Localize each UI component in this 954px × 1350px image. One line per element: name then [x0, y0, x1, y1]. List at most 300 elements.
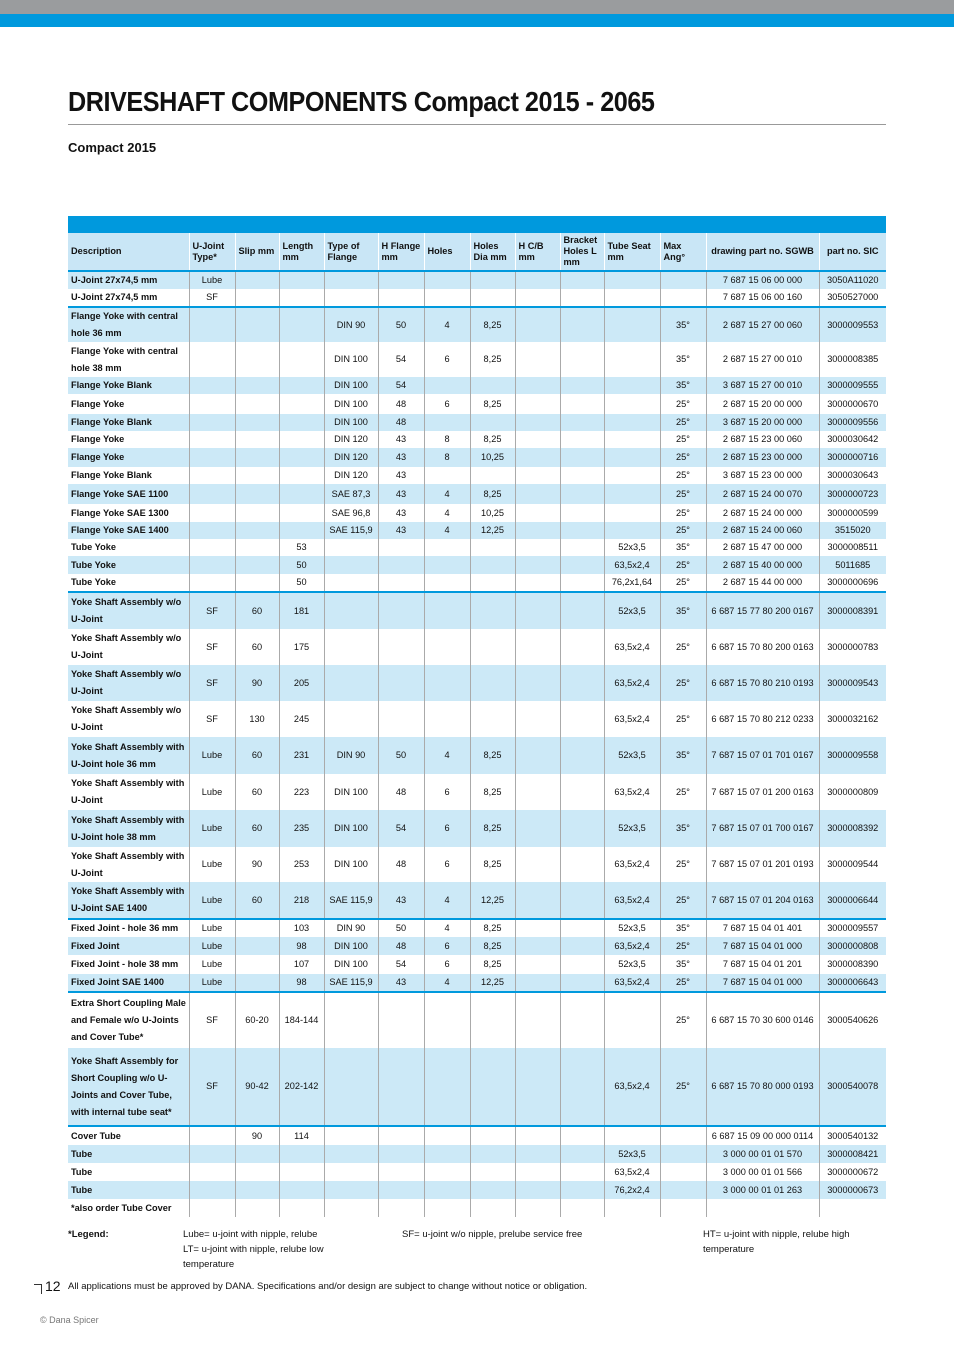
cell-ujoint-type: Lube [189, 271, 235, 289]
table-row [68, 448, 886, 467]
cell-slip: 90 [235, 847, 279, 882]
cell-max-ang: 25° [660, 394, 706, 414]
header-ujoint-type: U-Joint Type* [189, 233, 235, 271]
cell-length [279, 394, 324, 414]
cell-slip [235, 1181, 279, 1199]
cell-ujoint-type [189, 448, 235, 467]
cell-hcb [515, 882, 560, 919]
cell-length [279, 289, 324, 307]
cell-flange-type [324, 539, 378, 556]
cell-max-ang: 25° [660, 629, 706, 665]
cell-part-sic: 3000009553 [819, 307, 886, 342]
cell-holes: 6 [424, 847, 470, 882]
cell-hcb [515, 307, 560, 342]
cell-slip [235, 522, 279, 539]
cell-hcb [515, 1126, 560, 1145]
cell-slip [235, 307, 279, 342]
header-holes-dia: Holes Dia mm [470, 233, 515, 271]
cell-holes: 4 [424, 919, 470, 937]
cell-holes [424, 1048, 470, 1126]
cell-ujoint-type [189, 414, 235, 431]
cell-max-ang: 25° [660, 665, 706, 701]
cell-tube-seat [604, 467, 660, 484]
cell-tube-seat [604, 289, 660, 307]
cell-holes [424, 992, 470, 1048]
cell-hcb [515, 737, 560, 774]
cell-h-flange: 43 [378, 467, 424, 484]
cell-max-ang [660, 289, 706, 307]
table-row [68, 974, 886, 992]
cell-hcb [515, 394, 560, 414]
cell-holes [424, 592, 470, 629]
cell-drawing-part: 6 687 15 70 30 600 0146 [706, 992, 819, 1048]
table-row [68, 574, 886, 592]
table-row [68, 431, 886, 448]
cell-holes-dia: 12,25 [470, 974, 515, 992]
cell-hcb [515, 1199, 560, 1217]
cell-flange-type: DIN 100 [324, 394, 378, 414]
cell-h-flange [378, 1163, 424, 1181]
cell-ujoint-type [189, 431, 235, 448]
cell-description: Tube [71, 1166, 93, 1177]
cell-flange-type: DIN 120 [324, 467, 378, 484]
cell-slip [235, 955, 279, 974]
cell-drawing-part: 7 687 15 04 01 201 [706, 955, 819, 974]
cell-holes [424, 1181, 470, 1199]
cell-holes-dia: 8,25 [470, 847, 515, 882]
cell-ujoint-type [189, 394, 235, 414]
cell-h-flange [378, 665, 424, 701]
cell-max-ang [660, 1126, 706, 1145]
cell-hcb [515, 1181, 560, 1199]
cell-slip: 130 [235, 701, 279, 737]
cell-bracket-holes [560, 774, 604, 810]
cell-h-flange [378, 1145, 424, 1163]
table-header-row [68, 233, 886, 271]
cell-holes: 6 [424, 937, 470, 955]
cell-tube-seat: 52x3,5 [604, 810, 660, 847]
cell-drawing-part: 6 687 15 70 80 200 0163 [706, 629, 819, 665]
cell-holes-dia [470, 574, 515, 592]
cell-bracket-holes [560, 1199, 604, 1217]
cell-drawing-part: 7 687 15 07 01 701 0167 [706, 737, 819, 774]
cell-ujoint-type: Lube [189, 882, 235, 919]
cell-holes-dia [470, 992, 515, 1048]
cell-h-flange: 48 [378, 774, 424, 810]
cell-flange-type: DIN 100 [324, 810, 378, 847]
cell-hcb [515, 665, 560, 701]
cell-slip [235, 974, 279, 992]
cell-bracket-holes [560, 919, 604, 937]
cell-part-sic: 3000000716 [819, 448, 886, 467]
cell-part-sic: 3000000673 [819, 1181, 886, 1199]
cell-drawing-part: 3 687 15 27 00 010 [706, 377, 819, 394]
cell-description: Flange Yoke Blank [68, 377, 189, 394]
cell-hcb [515, 919, 560, 937]
cell-slip: 60 [235, 629, 279, 665]
cell-tube-seat [604, 431, 660, 448]
cell-tube-seat: 52x3,5 [604, 919, 660, 937]
cell-hcb [515, 1048, 560, 1126]
cell-slip [235, 919, 279, 937]
cell-holes-dia [470, 1145, 515, 1163]
cell-holes: 6 [424, 394, 470, 414]
cell-h-flange: 50 [378, 919, 424, 937]
disclaimer-text: All applications must be approved by DANA. Specifications and/or design are subject to change without notice or obligation. [68, 1281, 588, 1292]
cell-bracket-holes [560, 448, 604, 467]
cell-drawing-part: 3 000 00 01 01 570 [706, 1145, 819, 1163]
cell-ujoint-type [189, 1199, 235, 1217]
cell-tube-seat: 52x3,5 [604, 1145, 660, 1163]
cell-hcb [515, 574, 560, 592]
cell-length: 50 [279, 574, 324, 592]
cell-flange-type [324, 629, 378, 665]
cell-part-sic: 3000000672 [819, 1163, 886, 1181]
cell-ujoint-type [189, 467, 235, 484]
cell-hcb [515, 774, 560, 810]
cell-hcb [515, 539, 560, 556]
cell-tube-seat: 52x3,5 [604, 539, 660, 556]
cell-length: 184-144 [279, 992, 324, 1048]
cell-flange-type: DIN 100 [324, 774, 378, 810]
table-row [68, 992, 886, 1048]
cell-description: Yoke Shaft Assembly with U-Joint SAE 1400 [68, 882, 189, 919]
cell-tube-seat: 52x3,5 [604, 737, 660, 774]
cell-slip [235, 414, 279, 431]
cell-holes [424, 1163, 470, 1181]
cell-ujoint-type [189, 307, 235, 342]
cell-flange-type: DIN 100 [324, 955, 378, 974]
cell-slip [235, 1199, 279, 1217]
cell-part-sic: 3050A11020 [819, 271, 886, 289]
cell-drawing-part: 2 687 15 23 00 000 [706, 448, 819, 467]
cell-length: 50 [279, 556, 324, 574]
cell-flange-type [324, 1048, 378, 1126]
cell-holes: 4 [424, 484, 470, 504]
cell-holes [424, 574, 470, 592]
cell-bracket-holes [560, 701, 604, 737]
cell-bracket-holes [560, 810, 604, 847]
cell-drawing-part: 2 687 15 24 00 070 [706, 484, 819, 504]
cell-holes-dia: 10,25 [470, 504, 515, 522]
cell-h-flange: 43 [378, 882, 424, 919]
cell-ujoint-type: Lube [189, 847, 235, 882]
cell-length [279, 484, 324, 504]
cell-holes-dia [470, 377, 515, 394]
cell-h-flange: 48 [378, 394, 424, 414]
cell-max-ang: 25° [660, 992, 706, 1048]
cell-holes-dia [470, 271, 515, 289]
cell-ujoint-type [189, 522, 235, 539]
cell-ujoint-type: Lube [189, 937, 235, 955]
cell-hcb [515, 504, 560, 522]
cell-h-flange [378, 592, 424, 629]
cell-hcb [515, 377, 560, 394]
cell-ujoint-type [189, 342, 235, 377]
cell-drawing-part: 2 687 15 24 00 060 [706, 522, 819, 539]
cell-bracket-holes [560, 665, 604, 701]
cell-bracket-holes [560, 467, 604, 484]
header-holes: Holes [424, 233, 470, 271]
table-row [68, 289, 886, 307]
cell-ujoint-type: Lube [189, 955, 235, 974]
cell-length [279, 1145, 324, 1163]
cell-slip [235, 467, 279, 484]
cell-description: Yoke Shaft Assembly w/o U-Joint [68, 665, 189, 701]
table-row [68, 810, 886, 847]
header-flange-type: Type of Flange [324, 233, 378, 271]
cell-ujoint-type [189, 377, 235, 394]
cell-description: Fixed Joint [68, 937, 189, 955]
cell-part-sic: 3000032162 [819, 701, 886, 737]
cell-slip [235, 1163, 279, 1181]
cell-slip [235, 289, 279, 307]
cell-max-ang: 25° [660, 574, 706, 592]
cell-description: U-Joint 27x74,5 mm [71, 292, 158, 302]
cell-bracket-holes [560, 1145, 604, 1163]
cell-length: 98 [279, 937, 324, 955]
title-divider [68, 124, 886, 125]
cell-holes-dia [470, 1048, 515, 1126]
cell-holes-dia: 12,25 [470, 522, 515, 539]
cell-h-flange [378, 556, 424, 574]
legend-lt: LT= u-joint with nipple, relube low temperature [183, 1244, 324, 1270]
cell-length: 223 [279, 774, 324, 810]
cell-bracket-holes [560, 574, 604, 592]
cell-ujoint-type [189, 1126, 235, 1145]
cell-slip [235, 342, 279, 377]
cell-holes [424, 467, 470, 484]
cell-drawing-part [706, 1199, 819, 1217]
cell-length: 235 [279, 810, 324, 847]
copyright-text: © Dana Spicer [40, 1315, 99, 1325]
legend-ht: HT= u-joint with nipple, relube high temperature [703, 1229, 850, 1255]
cell-slip: 60 [235, 737, 279, 774]
cell-h-flange [378, 289, 424, 307]
cell-description: Flange Yoke [71, 398, 125, 409]
cell-length [279, 377, 324, 394]
cell-h-flange: 48 [378, 847, 424, 882]
cell-description: Yoke Shaft Assembly w/o U-Joint [71, 705, 182, 732]
cell-part-sic: 3515020 [819, 522, 886, 539]
cell-h-flange: 48 [378, 414, 424, 431]
cell-drawing-part: 3 000 00 01 01 566 [706, 1163, 819, 1181]
header-hcb: H C/B mm [515, 233, 560, 271]
cell-description: Flange Yoke [68, 448, 189, 467]
cell-max-ang [660, 1145, 706, 1163]
cell-description: Yoke Shaft Assembly with U-Joint [71, 850, 185, 878]
cell-drawing-part: 2 687 15 27 00 010 [706, 342, 819, 377]
cell-length: 181 [279, 592, 324, 629]
cell-length: 253 [279, 847, 324, 882]
cell-tube-seat [604, 522, 660, 539]
cell-length: 175 [279, 629, 324, 665]
cell-tube-seat [604, 484, 660, 504]
cell-part-sic: 3000008392 [819, 810, 886, 847]
cell-holes [424, 556, 470, 574]
cell-tube-seat: 63,5x2,4 [604, 665, 660, 701]
cell-tube-seat: 63,5x2,4 [604, 1048, 660, 1126]
cell-ujoint-type [189, 484, 235, 504]
cell-h-flange: 48 [378, 937, 424, 955]
cell-h-flange [378, 1199, 424, 1217]
cell-hcb [515, 1145, 560, 1163]
table-row [68, 847, 886, 882]
cell-h-flange [378, 1048, 424, 1126]
cell-max-ang [660, 1199, 706, 1217]
cell-ujoint-type: SF [189, 289, 235, 307]
cell-flange-type: DIN 120 [324, 448, 378, 467]
table-row [68, 307, 886, 342]
top-blue-band [0, 14, 954, 27]
header-h-flange: H Flange mm [378, 233, 424, 271]
cell-description: Yoke Shaft Assembly w/o U-Joint [68, 592, 189, 629]
table-row [68, 919, 886, 937]
cell-holes-dia: 8,25 [470, 484, 515, 504]
cell-hcb [515, 522, 560, 539]
cell-description: Tube [68, 1145, 189, 1163]
section-subtitle: Compact 2015 [68, 140, 157, 155]
cell-hcb [515, 431, 560, 448]
table-row [68, 1145, 886, 1163]
cell-holes-dia: 8,25 [470, 955, 515, 974]
cell-tube-seat [604, 448, 660, 467]
cell-hcb [515, 1163, 560, 1181]
cell-ujoint-type [189, 1145, 235, 1163]
cell-hcb [515, 629, 560, 665]
cell-bracket-holes [560, 271, 604, 289]
cell-holes: 4 [424, 737, 470, 774]
cell-part-sic: 3000000809 [819, 774, 886, 810]
cell-drawing-part: 3 687 15 23 00 000 [706, 467, 819, 484]
table-row [68, 1181, 886, 1199]
cell-slip [235, 431, 279, 448]
cell-max-ang [660, 1181, 706, 1199]
cell-description: Tube Yoke [71, 542, 116, 552]
cell-ujoint-type: Lube [189, 737, 235, 774]
cell-holes-dia: 10,25 [470, 448, 515, 467]
cell-tube-seat: 52x3,5 [604, 592, 660, 629]
cell-length [279, 307, 324, 342]
cell-tube-seat: 52x3,5 [604, 955, 660, 974]
cell-max-ang: 25° [660, 974, 706, 992]
cell-length: 114 [279, 1126, 324, 1145]
cell-part-sic: 3000008390 [819, 955, 886, 974]
table-row [68, 467, 886, 484]
cell-bracket-holes [560, 414, 604, 431]
cell-hcb [515, 810, 560, 847]
cell-drawing-part: 7 687 15 07 01 700 0167 [706, 810, 819, 847]
cell-description: Flange Yoke [71, 434, 125, 444]
header-tube-seat: Tube Seat mm [604, 233, 660, 271]
cell-description: Tube [68, 1181, 189, 1199]
cell-drawing-part: 3 000 00 01 01 263 [706, 1181, 819, 1199]
cell-bracket-holes [560, 955, 604, 974]
cell-part-sic: 3000006643 [819, 974, 886, 992]
cell-bracket-holes [560, 737, 604, 774]
cell-description: Flange Yoke SAE 1100 [68, 484, 189, 504]
cell-part-sic: 3000540626 [819, 992, 886, 1048]
table-row [68, 774, 886, 810]
table-row [68, 1199, 886, 1217]
cell-slip [235, 937, 279, 955]
cell-drawing-part: 7 687 15 07 01 201 0193 [706, 847, 819, 882]
cell-holes: 4 [424, 522, 470, 539]
cell-drawing-part: 7 687 15 04 01 000 [706, 974, 819, 992]
cell-tube-seat: 63,5x2,4 [604, 847, 660, 882]
cell-max-ang: 25° [660, 467, 706, 484]
cell-hcb [515, 701, 560, 737]
cell-ujoint-type [189, 504, 235, 522]
cell-holes-dia [470, 1163, 515, 1181]
cell-holes: 4 [424, 504, 470, 522]
header-max-ang: Max Ang° [660, 233, 706, 271]
cell-max-ang: 25° [660, 431, 706, 448]
cell-slip [235, 484, 279, 504]
cell-part-sic: 3000000670 [819, 394, 886, 414]
cell-holes-dia: 8,25 [470, 737, 515, 774]
cell-holes-dia [470, 414, 515, 431]
cell-tube-seat [604, 1199, 660, 1217]
cell-ujoint-type: SF [189, 701, 235, 737]
cell-description: Tube Yoke [68, 556, 189, 574]
cell-drawing-part: 7 687 15 07 01 200 0163 [706, 774, 819, 810]
cell-bracket-holes [560, 1126, 604, 1145]
cell-length [279, 342, 324, 377]
cell-flange-type: SAE 115,9 [324, 974, 378, 992]
cell-holes-dia: 12,25 [470, 882, 515, 919]
cell-max-ang: 35° [660, 955, 706, 974]
cell-part-sic: 3050527000 [819, 289, 886, 307]
cell-holes-dia: 8,25 [470, 394, 515, 414]
cell-drawing-part: 2 687 15 47 00 000 [706, 539, 819, 556]
page-corner-mark [34, 1284, 42, 1294]
components-table [68, 233, 886, 1217]
cell-tube-seat: 63,5x2,4 [604, 629, 660, 665]
cell-description: Fixed Joint - hole 38 mm [71, 959, 179, 969]
cell-h-flange [378, 992, 424, 1048]
cell-drawing-part: 6 687 15 70 80 000 0193 [706, 1048, 819, 1126]
cell-hcb [515, 847, 560, 882]
cell-holes: 4 [424, 974, 470, 992]
cell-drawing-part: 2 687 15 44 00 000 [706, 574, 819, 592]
cell-length [279, 431, 324, 448]
cell-slip: 90-42 [235, 1048, 279, 1126]
cell-flange-type: SAE 115,9 [324, 522, 378, 539]
cell-flange-type: DIN 90 [324, 737, 378, 774]
cell-slip: 60 [235, 810, 279, 847]
cell-length: 98 [279, 974, 324, 992]
cell-h-flange: 43 [378, 484, 424, 504]
cell-max-ang: 35° [660, 919, 706, 937]
cell-drawing-part: 7 687 15 06 00 000 [706, 271, 819, 289]
cell-flange-type: DIN 120 [324, 431, 378, 448]
cell-drawing-part: 6 687 15 70 80 212 0233 [706, 701, 819, 737]
cell-length [279, 1199, 324, 1217]
header-slip: Slip mm [235, 233, 279, 271]
cell-holes-dia: 8,25 [470, 431, 515, 448]
cell-length: 103 [279, 919, 324, 937]
cell-flange-type: DIN 100 [324, 414, 378, 431]
cell-ujoint-type: SF [189, 629, 235, 665]
cell-hcb [515, 592, 560, 629]
cell-drawing-part: 6 687 15 09 00 000 0114 [706, 1126, 819, 1145]
cell-part-sic: 3000008391 [819, 592, 886, 629]
cell-max-ang: 35° [660, 810, 706, 847]
cell-drawing-part: 2 687 15 20 00 000 [706, 394, 819, 414]
cell-hcb [515, 484, 560, 504]
cell-holes-dia: 8,25 [470, 342, 515, 377]
